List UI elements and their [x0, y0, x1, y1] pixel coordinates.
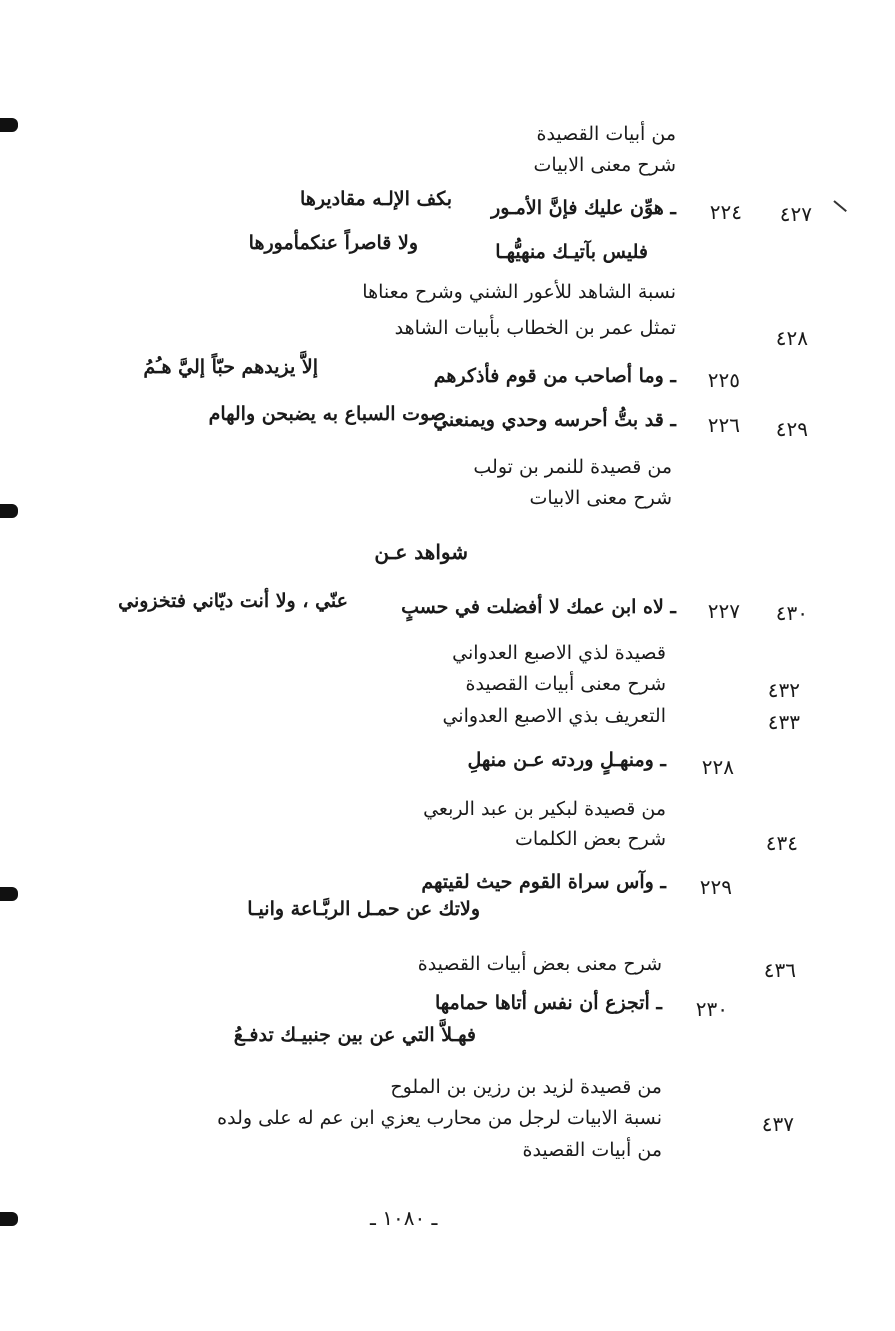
index-number: ٤٣٢: [767, 678, 800, 702]
index-number: ٢٢٤: [709, 200, 742, 224]
entry-text: من قصيدة لزيد بن رزين بن الملوح: [390, 1076, 662, 1098]
verse-line: ـ ومنهـلٍ وردته عـن منهلِ: [467, 749, 666, 771]
entry-text: نسبة الابيات لرجل من محارب يعزي ابن عم له على ولده: [217, 1107, 662, 1129]
index-number: ٢٢٩: [699, 875, 732, 899]
index-number: ٤٢٧: [779, 202, 812, 226]
entry-text: تمثل عمر بن الخطاب بأبيات الشاهد: [394, 317, 676, 339]
index-number: ٤٣٧: [761, 1112, 794, 1136]
entry-text: شرح معنى أبيات القصيدة: [465, 673, 666, 695]
verse-line: بكف الإلـه مقاديرها: [300, 188, 452, 210]
verse-line: ـ لاه ابن عمك لا أفضلت في حسبٍ: [401, 596, 676, 618]
index-number: ٢٢٨: [701, 755, 734, 779]
index-number: ٤٣٠: [775, 601, 808, 625]
verse-line: فليس بآتيـك منهيُّهـا: [495, 241, 648, 263]
verse-line: ولا قاصراً عنكمأمورها: [248, 232, 418, 254]
margin-scan-mark: [0, 887, 18, 901]
index-number: ٢٢٥: [707, 368, 740, 392]
margin-scan-mark: [0, 504, 18, 518]
entry-text: شرح معنى بعض أبيات القصيدة: [417, 953, 662, 975]
index-number: ٤٣٤: [765, 831, 798, 855]
entry-text: من أبيات القصيدة: [536, 123, 676, 145]
entry-text: من قصيدة لبكير بن عبد الربعي: [423, 798, 666, 820]
index-number: ٤٢٩: [775, 417, 808, 441]
index-number: ٢٢٦: [707, 413, 740, 437]
verse-line: ـ أتجزع أن نفس أتاها حمامها: [434, 992, 662, 1014]
index-number: ٤٣٦: [763, 958, 796, 982]
index-number: ٢٢٧: [707, 599, 740, 623]
section-heading: شواهد عـن: [374, 540, 468, 564]
margin-tick-mark: [833, 200, 847, 212]
index-number: ٢٣٠: [695, 997, 728, 1021]
verse-line: ـ وآس سراة القوم حيث لقيتهم: [421, 871, 666, 893]
index-number: ٤٢٨: [775, 326, 808, 350]
entry-text: من أبيات القصيدة: [522, 1139, 662, 1161]
verse-line: فهـلاَّ التي عن بين جنبيـك تدفـعُ: [233, 1024, 476, 1046]
entry-text: شرح معنى الابيات: [529, 487, 672, 509]
entry-text: قصيدة لذي الاصبع العدواني: [452, 642, 666, 664]
margin-scan-mark: [0, 1212, 18, 1226]
entry-text: نسبة الشاهد للأعور الشني وشرح معناها: [362, 281, 676, 303]
entry-text: من قصيدة للنمر بن تولب: [473, 456, 672, 478]
verse-line: ـ قد بتُّ أحرسه وحدي ويمنعني: [433, 409, 676, 431]
verse-line: ـ هوِّن عليك فإنَّ الأمـور: [491, 197, 676, 219]
index-number: ٤٣٣: [767, 710, 800, 734]
entry-text: شرح معنى الابيات: [533, 154, 676, 176]
verse-line: صوت السباع به يضبحن والهام: [208, 403, 446, 425]
margin-scan-mark: [0, 118, 18, 132]
verse-line: عنّي ، ولا أنت ديّاني فتخزوني: [118, 590, 348, 612]
verse-line: إلاَّ يزيدهم حبّاً إليَّ هـُمُ: [143, 356, 318, 378]
verse-line: ـ وما أصاحب من قوم فأذكرهم: [433, 365, 676, 387]
verse-line: ولاتك عن حمـل الربَّـاعة وانيـا: [247, 898, 480, 920]
page-number: ـ ١٠٨٠ ـ: [370, 1206, 438, 1230]
entry-text: التعريف بذي الاصبع العدواني: [442, 705, 666, 727]
entry-text: شرح بعض الكلمات: [515, 828, 666, 850]
